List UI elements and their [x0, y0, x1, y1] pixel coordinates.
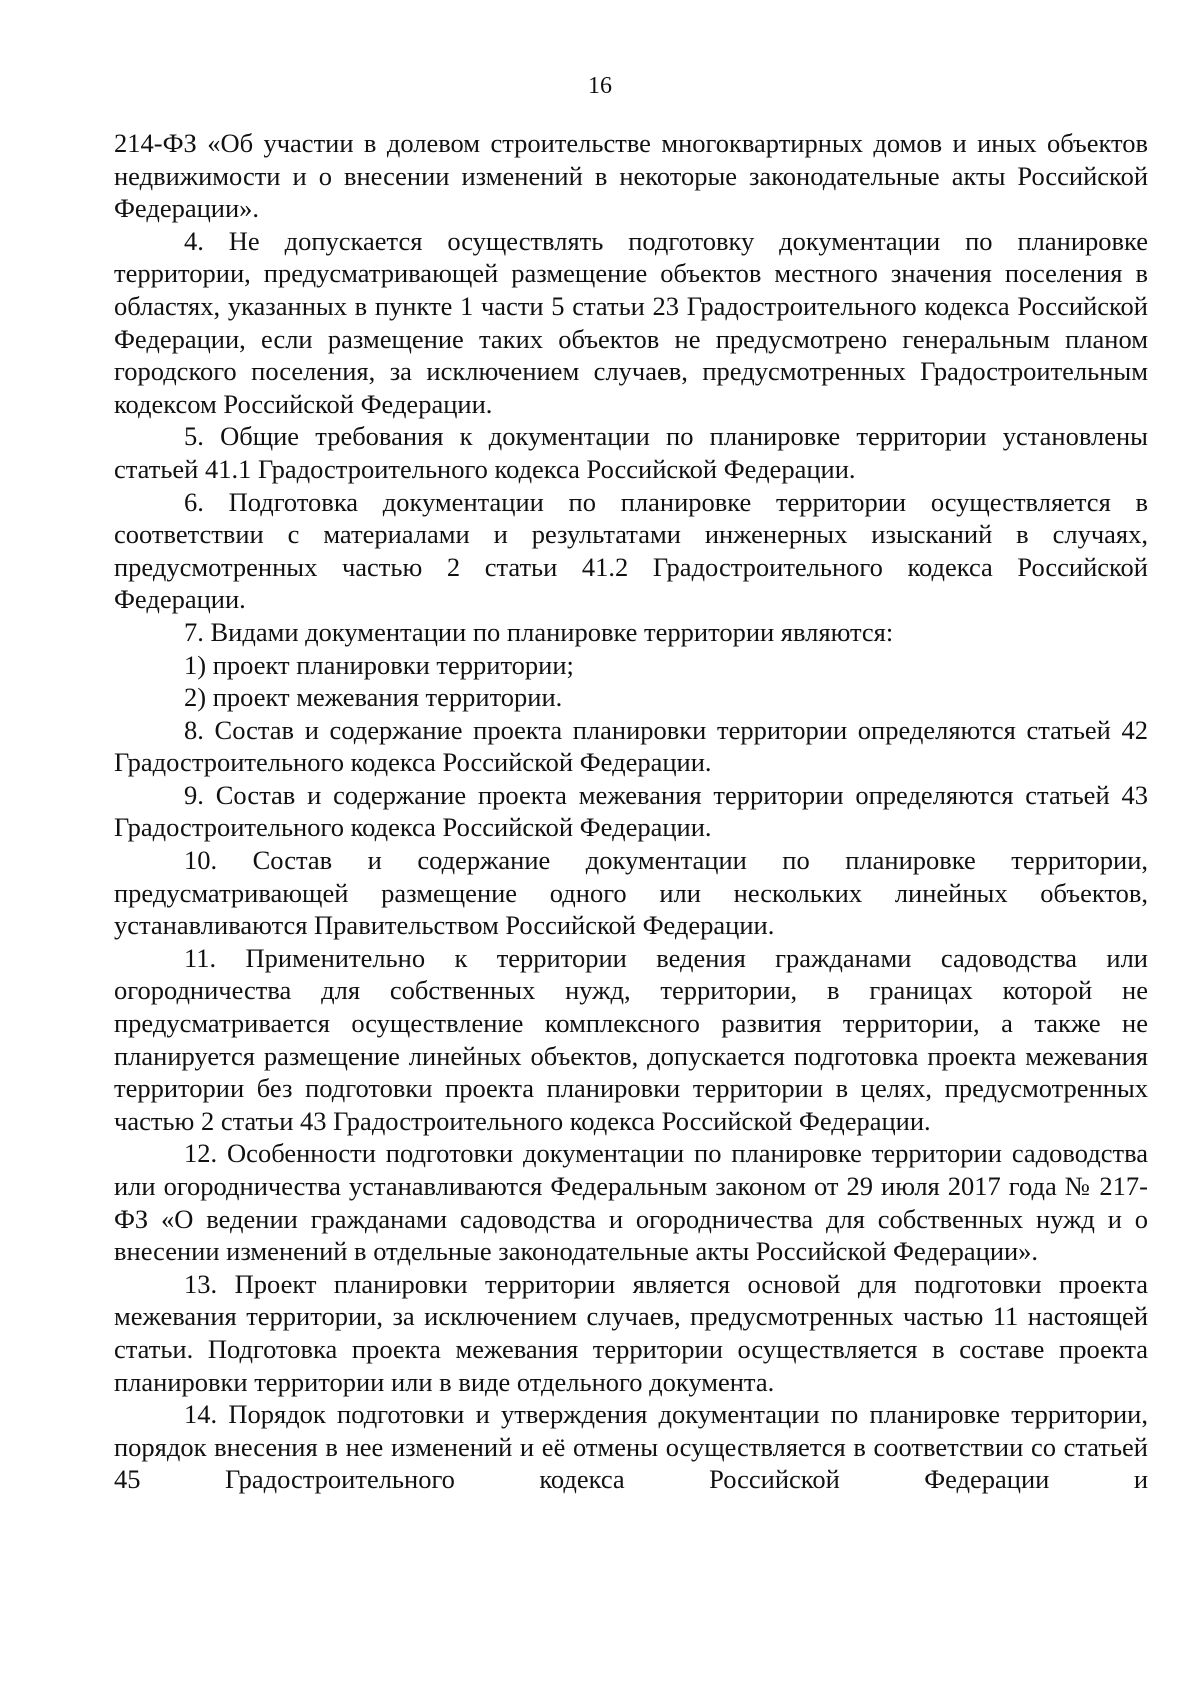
paragraph-item-14: 14. Порядок подготовки и утверждения документации по планировке территории, порядок внесения в нее изменений и её отмены осуществляется в соответствии со статьей 45 Градостроительного кодекса Российской Федерации и	[114, 1399, 1148, 1495]
paragraph-item-7: 7. Видами документации по планировке территории являются:	[184, 616, 894, 647]
paragraph-item-5: 5. Общие требования к документации по планировке территории установлены статьей 41.1 Градостроительного кодекса Российской Федерации.	[114, 421, 1148, 484]
paragraph-item-13: 13. Проект планировки территории является основой для подготовки проекта межевания территории, за исключением случаев, предусмотренных частью 11 настоящей статьи. Подготовка проекта межевания территории осуществляется в составе проекта планировки территории или в виде отдельного документа.	[114, 1268, 1148, 1397]
list-item-2: 2) проект межевания территории.	[184, 682, 563, 713]
paragraph-item-9: 9. Состав и содержание проекта межевания территории определяются статьей 43 Градостроительного кодекса Российской Федерации.	[114, 779, 1148, 843]
paragraph-item-10: 10. Состав и содержание документации по планировке территории, предусматривающей размещение одного или нескольких линейных объектов, устанавливаются Правительством Российской Федерации.	[114, 845, 1148, 941]
paragraph-continuation: 214-ФЗ «Об участии в долевом строительстве многоквартирных домов и иных объектов недвижимости и о внесении изменений в некоторые законодательные акты Российской Федерации».	[114, 128, 1148, 224]
document-body	[114, 127, 1148, 1496]
page-number: 16	[588, 73, 612, 99]
paragraph-item-6: 6. Подготовка документации по планировке территории осуществляется в соответствии с материалами и результатами инженерных изысканий в случаях, предусмотренных частью 2 статьи 41.2 Градостроительного кодекса Российской Федерации.	[114, 486, 1148, 615]
list-item-1: 1) проект планировки территории;	[184, 649, 574, 680]
paragraph-item-12: 12. Особенности подготовки документации по планировке территории садоводства или огородничества устанавливаются Федеральным законом от 29 июля 2017 года № 217-ФЗ «О ведении гражданами садоводства и огородничества для собственных нужд и о внесении изменений в отдельные законодательные акты Российской Федерации».	[114, 1138, 1148, 1267]
paragraph-item-8: 8. Состав и содержание проекта планировки территории определяются статьей 42 Градостроительного кодекса Российской Федерации.	[114, 714, 1148, 778]
paragraph-item-4: 4. Не допускается осуществлять подготовку документации по планировке территории, предусматривающей размещение объектов местного значения поселения в областях, указанных в пункте 1 части 5 статьи 23 Градостроительного кодекса Российской Федерации, если размещение таких объектов не предусмотрено генеральным планом городского поселения, за исключением случаев, предусмотренных Градостроительным кодексом Российской Федерации.	[114, 225, 1148, 419]
paragraph-item-11: 11. Применительно к территории ведения гражданами садоводства или огородничества для собственных нужд, территории, в границах которой не предусматривается осуществление комплексного развития территории, а также не планируется размещение линейных объектов, допускается подготовка проекта межевания территории без подготовки проекта планировки территории в целях, предусмотренных частью 2 статьи 43 Градостроительного кодекса Российской Федерации.	[114, 942, 1148, 1136]
